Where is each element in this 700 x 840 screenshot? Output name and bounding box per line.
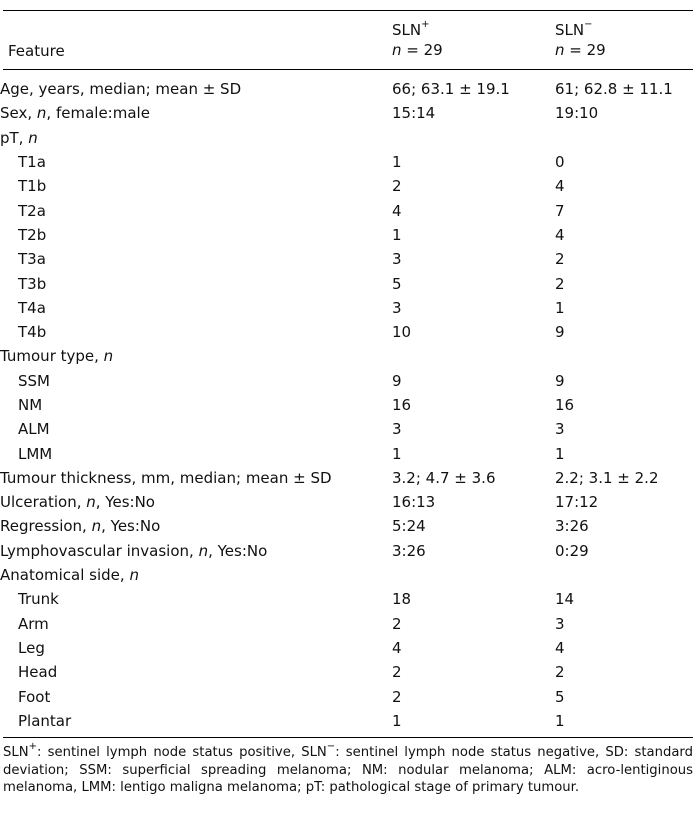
feature-cell — [0, 393, 392, 417]
feature-cell — [0, 417, 392, 441]
table-row — [0, 490, 700, 514]
sln-positive-cell — [392, 344, 555, 368]
sln-positive-cell: 5 — [392, 274, 402, 293]
feature-text: T2a — [18, 201, 46, 220]
feature-italic-n: n — [36, 104, 47, 123]
bottom-rule — [3, 737, 693, 738]
feature-cell — [0, 344, 392, 368]
sln-positive-cell: 2 — [392, 687, 402, 706]
table-row — [0, 417, 700, 441]
sln-negative-cell: 0 — [555, 153, 565, 172]
feature-text: Lymphovascular invasion, — [0, 541, 199, 560]
sln-negative-cell: 2 — [555, 663, 565, 682]
sln-negative-cell — [555, 344, 700, 368]
sln-positive-cell: 3.2; 4.7 ± 3.6 — [392, 468, 496, 487]
sln-negative-cell: 16 — [555, 396, 575, 414]
sln-negative-cell: 1 — [555, 298, 565, 317]
feature-text: Tumour type, — [0, 347, 104, 366]
feature-cell — [0, 490, 392, 514]
header-sln-positive-n-val: = 29 — [401, 41, 443, 59]
feature-text: Sex, — [0, 104, 37, 123]
sln-positive-cell: 16 — [392, 396, 412, 414]
sln-negative-cell: 2.2; 3.1 ± 2.2 — [555, 468, 659, 487]
sln-negative-cell: 3 — [555, 614, 565, 633]
feature-text: T1a — [18, 153, 46, 172]
top-rule — [3, 10, 693, 11]
feature-cell — [0, 174, 392, 198]
table-row — [0, 223, 700, 247]
header-sln-positive-sup: + — [421, 19, 430, 30]
feature-text: Tumour thickness, mm, median; mean ± SD — [0, 468, 332, 487]
feature-cell — [0, 247, 392, 271]
sln-negative-cell: 1 — [555, 444, 565, 463]
table-row — [0, 198, 700, 222]
header-sln-negative-n — [555, 40, 606, 60]
table-row — [0, 709, 700, 733]
feature-text: T3a — [18, 250, 46, 269]
table-footnote — [3, 740, 693, 797]
table-row — [0, 636, 700, 660]
feature-text: Ulceration, — [0, 493, 87, 512]
data-table — [0, 77, 700, 733]
header-sln-negative-n-val: = 29 — [564, 41, 606, 59]
header-sln-positive-title — [392, 20, 443, 40]
sln-positive-cell: 4 — [392, 201, 402, 220]
header-sln-positive-n-var: n — [392, 41, 402, 59]
feature-text: Leg — [18, 638, 45, 657]
feature-cell — [0, 369, 392, 393]
sln-positive-cell: 1 — [392, 444, 402, 463]
sln-positive-cell: 10 — [392, 323, 412, 342]
feature-text: LMM — [18, 444, 53, 463]
table-row — [0, 247, 700, 271]
feature-text: Trunk — [18, 590, 59, 609]
footnote-sln-pos-sup: + — [28, 740, 37, 752]
header-sln-positive — [392, 20, 443, 60]
feature-text: Head — [18, 663, 58, 682]
sln-negative-cell — [555, 126, 700, 150]
sln-negative-cell: 5 — [555, 687, 565, 706]
sln-negative-cell: 2 — [555, 250, 565, 269]
feature-cell — [0, 660, 392, 684]
feature-italic-n: n — [129, 566, 139, 585]
feature-italic-n: n — [86, 493, 96, 512]
footnote-sln-neg-name: SLN — [301, 745, 327, 760]
feature-cell — [0, 320, 392, 344]
feature-cell — [0, 709, 392, 733]
sln-negative-cell: 4 — [555, 638, 565, 657]
sln-positive-cell: 5:24 — [392, 517, 426, 536]
sln-positive-cell: 15:14 — [392, 104, 436, 123]
feature-text: Regression, — [0, 517, 92, 536]
feature-cell — [0, 612, 392, 636]
sln-negative-cell: 61; 62.8 ± 11.1 — [555, 80, 673, 99]
table-row — [0, 660, 700, 684]
table-row — [0, 539, 700, 563]
sln-positive-cell: 2 — [392, 663, 402, 682]
sln-negative-cell — [555, 563, 700, 587]
feature-text: T4a — [18, 298, 46, 317]
table-row — [0, 514, 700, 538]
feature-text: Anatomical side, — [0, 566, 130, 585]
sln-negative-cell: 17:12 — [555, 493, 599, 512]
feature-text: NM — [18, 396, 43, 414]
header-feature — [8, 41, 65, 61]
footnote-sln-neg-sup: − — [326, 740, 336, 752]
feature-cell — [0, 77, 392, 101]
sln-positive-cell: 9 — [392, 371, 402, 390]
sln-positive-cell: 18 — [392, 590, 412, 609]
sln-positive-cell: 1 — [392, 153, 402, 172]
sln-negative-cell: 3 — [555, 420, 565, 439]
feature-text: SSM — [18, 371, 50, 390]
footnote-sln-pos-name: SLN — [3, 745, 29, 760]
header-sln-negative-title — [555, 20, 606, 40]
feature-cell — [0, 101, 392, 125]
feature-cell — [0, 587, 392, 611]
sln-negative-cell: 4 — [555, 225, 565, 244]
feature-text: pT, — [0, 128, 29, 147]
table-row — [0, 441, 700, 465]
feature-text: Arm — [18, 614, 49, 633]
sln-positive-cell: 4 — [392, 638, 402, 657]
table-row — [0, 320, 700, 344]
header-sln-negative-sup: − — [584, 19, 593, 30]
feature-cell — [0, 296, 392, 320]
table-row — [0, 296, 700, 320]
sln-positive-cell — [392, 126, 555, 150]
feature-text: Plantar — [18, 711, 72, 730]
feature-cell — [0, 150, 392, 174]
sln-negative-cell: 19:10 — [555, 104, 599, 123]
table-row — [0, 126, 700, 150]
feature-cell — [0, 636, 392, 660]
sln-positive-cell: 2 — [392, 614, 402, 633]
feature-italic-n: n — [28, 128, 38, 147]
sln-negative-cell: 2 — [555, 274, 565, 293]
footnote-sln-neg-text: : sentinel lymph node status negative, SD: standard deviation; SSM: superficial spreading melanoma; NM: nodular melanoma; ALM: acro-lentiginous melanoma, LMM: lentigo maligna melanoma; pT: pathological stage of primary tumour. — [3, 745, 693, 795]
header-sln-negative — [555, 20, 606, 60]
feature-text: T3b — [18, 274, 47, 293]
table-row — [0, 393, 700, 417]
table-row — [0, 271, 700, 295]
feature-italic-n: n — [103, 347, 114, 366]
sln-positive-cell: 2 — [392, 177, 402, 196]
sln-positive-cell: 16:13 — [392, 493, 436, 512]
sln-negative-cell: 7 — [555, 201, 565, 220]
header-sln-positive-n — [392, 40, 443, 60]
table-row — [0, 684, 700, 708]
sln-negative-cell: 9 — [555, 323, 565, 342]
sln-negative-cell: 9 — [555, 371, 565, 390]
feature-cell — [0, 126, 392, 150]
sln-positive-cell — [392, 563, 555, 587]
feature-italic-n: n — [91, 517, 102, 536]
feature-text: Foot — [18, 687, 51, 706]
feature-suffix: , female:male — [46, 104, 150, 123]
header-feature-label: Feature — [8, 42, 65, 60]
feature-cell — [0, 539, 392, 563]
feature-cell — [0, 271, 392, 295]
header-sln-negative-name: SLN — [555, 21, 585, 39]
feature-suffix: , Yes:No — [95, 493, 155, 512]
feature-text: Age, years, median; mean ± SD — [0, 80, 242, 99]
header-sln-negative-n-var: n — [555, 41, 565, 59]
table-row — [0, 344, 700, 368]
sln-negative-cell: 4 — [555, 177, 565, 196]
feature-cell — [0, 563, 392, 587]
feature-text: T2b — [18, 225, 47, 244]
sln-positive-cell: 66; 63.1 ± 19.1 — [392, 80, 510, 99]
table-row — [0, 174, 700, 198]
header-rule — [3, 69, 693, 70]
sln-negative-cell: 0:29 — [555, 541, 589, 560]
header-sln-positive-name: SLN — [392, 21, 422, 39]
sln-positive-cell: 3 — [392, 298, 402, 317]
feature-suffix: , Yes:No — [208, 541, 268, 560]
feature-cell — [0, 441, 392, 465]
sln-positive-cell: 3:26 — [392, 541, 426, 560]
feature-cell — [0, 684, 392, 708]
table-row — [0, 150, 700, 174]
table-row — [0, 563, 700, 587]
table-row — [0, 587, 700, 611]
sln-positive-cell: 1 — [392, 225, 402, 244]
footnote-sln-pos-text: : sentinel lymph node status positive, — [36, 745, 302, 760]
sln-negative-cell: 3:26 — [555, 517, 589, 536]
sln-negative-cell: 14 — [555, 590, 575, 609]
table-row — [0, 612, 700, 636]
feature-italic-n: n — [198, 541, 209, 560]
sln-negative-cell: 1 — [555, 711, 565, 730]
feature-cell — [0, 514, 392, 538]
feature-text: T1b — [18, 177, 47, 196]
feature-text: ALM — [18, 420, 50, 439]
feature-cell — [0, 466, 392, 490]
feature-suffix: , Yes:No — [101, 517, 161, 536]
table-row — [0, 77, 700, 101]
feature-cell — [0, 223, 392, 247]
table-body — [0, 77, 700, 733]
feature-cell — [0, 198, 392, 222]
table-row — [0, 101, 700, 125]
sln-positive-cell: 1 — [392, 711, 402, 730]
feature-text: T4b — [18, 323, 47, 342]
sln-positive-cell: 3 — [392, 250, 402, 269]
sln-positive-cell: 3 — [392, 420, 402, 439]
table-row — [0, 369, 700, 393]
table-row — [0, 466, 700, 490]
